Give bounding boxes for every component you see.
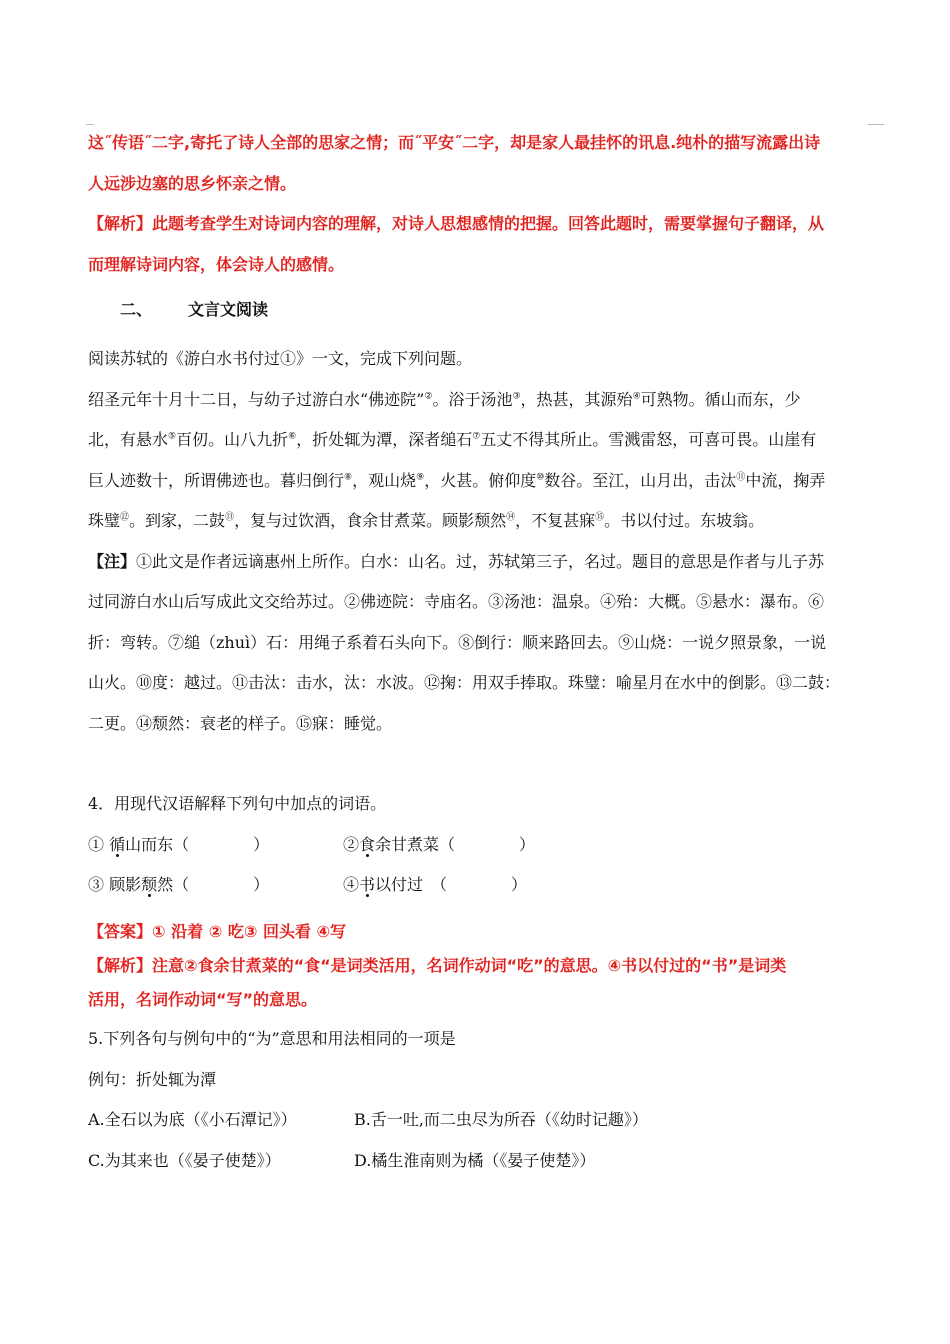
analysis-tag: 【解析】 [88,956,153,975]
analysis-tag: 【解析】 [88,214,153,233]
footnote-ref: ⑮ [595,512,605,523]
passage-text: ，观山烧 [352,470,417,490]
answer-line-2: 人远涉边塞的思乡怀亲之情。 [88,173,297,193]
option-text: ② [343,834,360,854]
passage-text: ，折处辄为潭，深者缒石 [296,430,473,449]
passage-text: 五丈不得其所止。雪溅雷怒，可喜可畏。山崖有 [480,430,817,449]
notes-text: ①此文是作者远谪惠州上所作。白水：山名。过，苏轼第三子，名过。题目的意思是作者与儿子苏 [136,551,825,571]
analysis-line-2: 而理解诗词内容，体会诗人的感情。 [88,254,345,274]
footnote-ref: ③ [512,391,521,402]
footnote-ref: ② [424,391,433,402]
dotted-word: 颓 [141,875,158,894]
passage-text: 北，有悬水 [88,430,169,449]
passage-text: ，复与过饮酒，食余甘煮菜。顾影颓然 [234,511,507,530]
footnote-ref: ⑥ [288,431,297,442]
option-text: 以付过 （ ） [375,875,528,894]
notes-line-5: 二更。⑭颓然：衰老的样子。⑮寐：睡觉。 [88,713,393,733]
footnote-ref: ⑭ [506,512,516,523]
footnote-ref: ⑬ [225,512,235,523]
passage-text: 百仞。山八九折 [176,430,289,449]
section-number: 二、 [120,300,153,319]
passage-text: 。到家，二鼓 [129,511,226,530]
passage-line-1 [88,380,878,421]
question-5 [88,1019,878,1181]
dotted-word: 书 [359,875,376,894]
reading-block [88,339,878,744]
answer-line-1: 这˝传语˝二字,寄托了诗人全部的思家之情；而˝平安˝二字，却是家人最挂怀的讯息.纯朴的描写流露出诗 [88,133,821,152]
q5-option-c: C.为其来也（《晏子使楚》） [88,1150,281,1170]
q4-answer-line [88,915,878,949]
notes-line-3: 折：弯转。⑦缒（zhuì）石：用绳子系着石头向下。⑧倒行：顺来路回去。⑨山烧：一说夕照景象，一说 [88,632,827,652]
passage-text: ，火甚。俯仰度 [424,470,537,490]
q4-options-row-2 [88,865,878,906]
q4-answer-block [88,915,878,1017]
footnote-ref: ⑫ [120,512,130,523]
q4-prompt: 4．用现代汉语解释下列句中加点的词语。 [88,794,387,813]
passage-line-2 [88,420,878,461]
passage-text: 可熟物。循山而东，少 [640,389,801,409]
intro-line: 阅读苏轼的《游白水书付过①》一文，完成下列问题。 [88,349,473,368]
q4-option-1 [88,825,269,866]
footnote-ref: ⑧ [344,472,353,483]
notes-line-4: 山火。⑩度：越过。⑪击汰：击水，汰：水波。⑫掬：用双手捧取。珠璧：喻星月在水中的倒影。⑬二鼓： [88,673,841,692]
option-text: 山而东（ ） [125,834,270,854]
passage-text: 。浴于汤池 [432,389,513,409]
analysis-line-1 [88,204,878,245]
notes-line-1 [88,542,878,583]
analysis-text-1: 此题考查学生对诗词内容的理解，对诗人思想感情的把握。回答此题时，需要掌握句子翻译，从 [152,214,825,233]
notes-line-2: 过同游白水山后写成此文交给苏过。②佛迹院：寺庙名。③汤池：温泉。④殆：大概。⑤悬水：瀑布。⑥ [88,592,825,611]
q4-option-3 [88,865,269,906]
q5-options-row-1 [88,1100,878,1141]
footnote-ref: ⑤ [168,431,177,442]
passage-text: 中流，掬弄 [745,470,826,490]
answer-analysis-block [88,123,878,285]
passage-text: 珠璧 [88,511,121,530]
question-4 [88,784,878,906]
passage-text: 数谷。至江，山月出，击汰 [544,470,737,490]
passage-text: ，热甚，其源殆 [520,389,633,409]
option-text: ① [88,834,110,854]
footnote-ref: ⑪ [736,472,746,483]
footnote-ref: ⑦ [472,431,481,442]
passage-text: 巨人迹数十，所谓佛迹也。暮归倒行 [88,470,345,490]
q5-option-d: D.橘生淮南则为橘（《晏子使楚》） [354,1150,596,1170]
q5-option-a: A.全石以为底（《小石潭记》） [88,1110,297,1129]
analysis-text: 注意②食余甘煮菜的“食“是词类活用，名词作动词“吃”的意思。④书以付过的“书”是词类 [152,956,787,975]
footnote-ref: ⑨ [416,472,425,483]
q4-analysis-line-1 [88,949,878,983]
q5-option-b: B.舌一吐,而二虫尽为所吞（《幼时记趣》） [354,1110,648,1129]
q5-prompt: 5.下列各句与例句中的“为”意思和用法相同的一项是 [88,1029,456,1048]
option-text: ③ 顾影 [88,875,142,894]
q4-option-2 [343,825,535,866]
dotted-word: 循 [109,834,126,854]
q5-options-row-2 [88,1141,878,1182]
option-text: 余甘煮菜（ ） [375,834,536,854]
passage-text: 。书以付过。东坡翁。 [604,511,765,530]
q4-options-row-1 [88,825,878,866]
option-text: 然（ ） [157,875,270,894]
passage-text: ，不复甚寐 [515,511,596,530]
footnote-ref: ⑩ [536,472,545,483]
section-heading [120,290,268,330]
q4-analysis-line-2: 活用，名词作动词“写”的意思。 [88,990,318,1009]
section-title: 文言文阅读 [188,300,269,319]
notes-tag: 【注】 [88,551,137,571]
passage-text: 绍圣元年十月十二日，与幼子过游白水“佛迹院” [88,389,425,409]
answer-tag: 【答案】 [88,922,153,941]
footnote-ref: ④ [632,391,641,402]
passage-line-3 [88,461,878,502]
q4-option-4 [343,865,527,906]
option-text: ④ [343,875,360,894]
answer-text: ① 沿着 ② 吃③ 回头看 ④写 [152,922,347,941]
passage-line-4 [88,501,878,542]
q5-example: 例句：折处辄为潭 [88,1069,217,1089]
dotted-word: 食 [359,834,376,854]
